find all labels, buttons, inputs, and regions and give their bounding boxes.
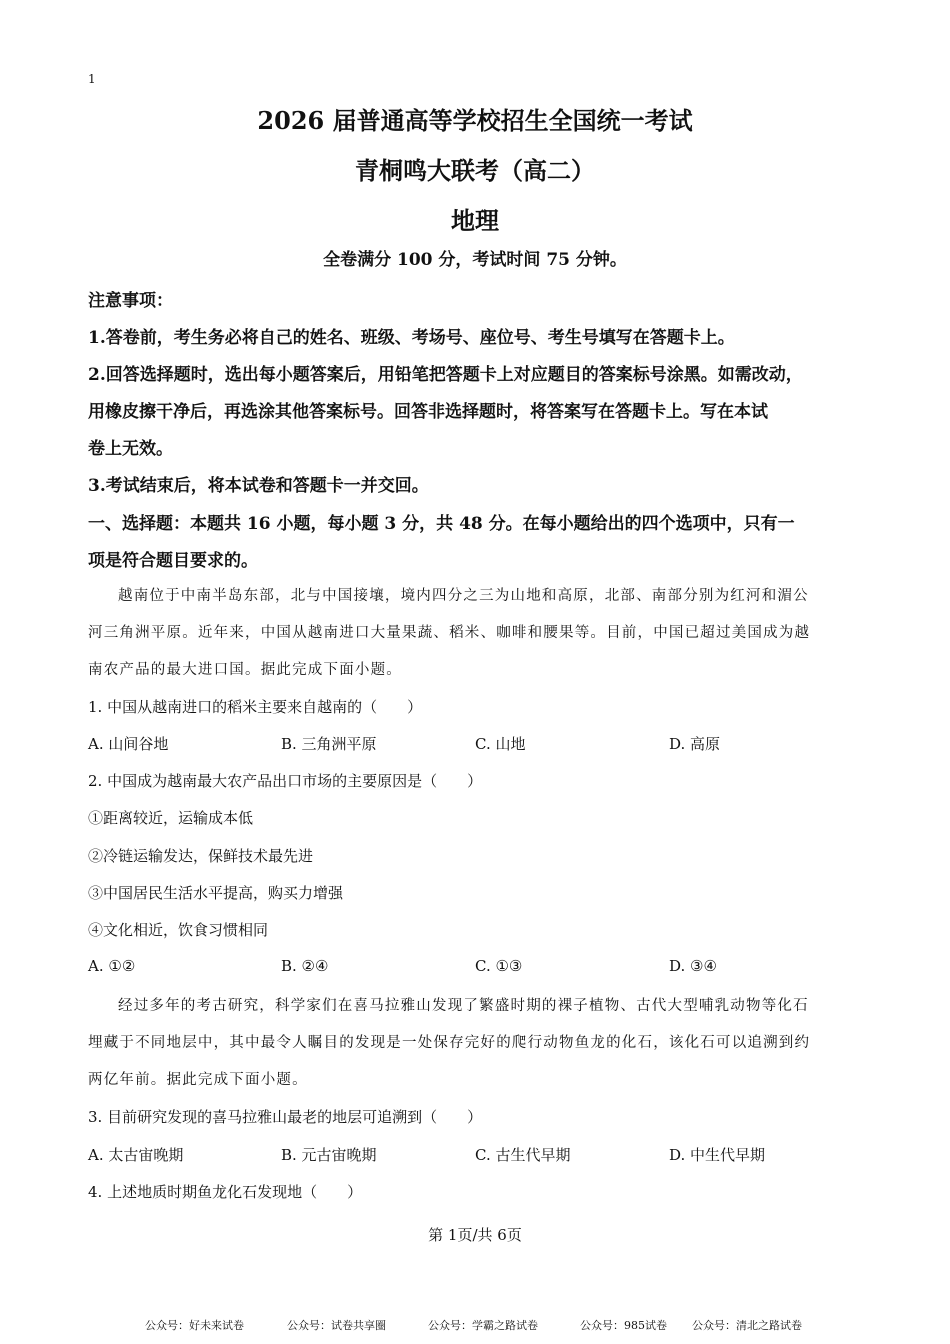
footer-link[interactable]: 公众号：985试卷: [580, 1319, 667, 1332]
page-marker: 1: [88, 72, 96, 86]
passage-1-line-1: 越南位于中南半岛东部，北与中国接壤，境内四分之三为山地和高原，北部、南部分别为红河和湄公: [118, 588, 809, 604]
question-4-stem: 4. 上述地质时期鱼龙化石发现地（ ）: [88, 1183, 363, 1201]
question-3-option-c: C. 古生代早期: [475, 1146, 571, 1164]
passage-1-line-2: 河三角洲平原。近年来，中国从越南进口大量果蔬、稻米、咖啡和腰果等。目前，中国已超过美国成为越: [88, 625, 811, 641]
footer-link[interactable]: 公众号：清北之路试卷: [692, 1319, 802, 1332]
question-2-statement-3: ③中国居民生活水平提高，购买力增强: [88, 884, 344, 902]
question-2-option-a: A. ①②: [88, 957, 136, 975]
subject-title: 地理: [451, 206, 499, 235]
exam-title: 2026 届普通高等学校招生全国统一考试: [257, 106, 693, 135]
question-1-stem: 1. 中国从越南进口的稻米主要来自越南的（ ）: [88, 698, 423, 716]
exam-subtitle: 青桐鸣大联考（高二）: [355, 156, 595, 185]
exam-info: 全卷满分 100 分，考试时间 75 分钟。: [323, 250, 627, 270]
note-item-2-line-1: 2.回答选择题时，选出每小题答案后，用铅笔把答题卡上对应题目的答案标号涂黑。如需改动，: [88, 365, 803, 385]
question-1-option-d: D. 高原: [669, 735, 721, 753]
note-item-2-line-2: 用橡皮擦干净后，再选涂其他答案标号。回答非选择题时，将答案写在答题卡上。写在本试: [88, 402, 768, 422]
question-2-statement-4: ④文化相近，饮食习惯相同: [88, 921, 269, 939]
question-2-statement-1: ①距离较近，运输成本低: [88, 809, 254, 827]
question-2-statement-2: ②冷链运输发达，保鲜技术最先进: [88, 847, 314, 865]
question-1-option-c: C. 山地: [475, 735, 526, 753]
footer-link[interactable]: 公众号：好未来试卷: [145, 1319, 244, 1332]
passage-2-line-2: 埋藏于不同地层中，其中最令人瞩目的发现是一处保存完好的爬行动物鱼龙的化石，该化石可以追溯到约: [88, 1035, 811, 1051]
passage-2-line-1: 经过多年的考古研究，科学家们在喜马拉雅山发现了繁盛时期的裸子植物、古代大型哺乳动物等化石: [118, 998, 809, 1014]
question-3-option-a: A. 太古宙晚期: [88, 1146, 184, 1164]
question-2-option-d: D. ③④: [669, 957, 717, 975]
question-2-stem: 2. 中国成为越南最大农产品出口市场的主要原因是（ ）: [88, 772, 483, 790]
footer-link[interactable]: 公众号：学霸之路试卷: [428, 1319, 538, 1332]
page-footer: 第 1页/共 6页: [428, 1226, 522, 1244]
note-item-1: 1.答卷前，考生务必将自己的姓名、班级、考场号、座位号、考生号填写在答题卡上。: [88, 328, 735, 348]
question-1-option-a: A. 山间谷地: [88, 735, 169, 753]
note-item-2-line-3: 卷上无效。: [88, 439, 173, 459]
question-2-option-b: B. ②④: [281, 957, 329, 975]
notes-heading: 注意事项：: [88, 291, 173, 311]
section-heading-line-1: 一、选择题：本题共 16 小题，每小题 3 分，共 48 分。在每小题给出的四个选项中，只有一: [88, 514, 795, 534]
passage-2-line-3: 两亿年前。据此完成下面小题。: [88, 1072, 308, 1088]
passage-1-line-3: 南农产品的最大进口国。据此完成下面小题。: [88, 662, 402, 678]
question-2-option-c: C. ①③: [475, 957, 523, 975]
question-3-option-b: B. 元古宙晚期: [281, 1146, 377, 1164]
note-item-3: 3.考试结束后，将本试卷和答题卡一并交回。: [88, 476, 429, 496]
question-1-option-b: B. 三角洲平原: [281, 735, 377, 753]
section-heading-line-2: 项是符合题目要求的。: [88, 551, 258, 571]
footer-link[interactable]: 公众号：试卷共享圈: [287, 1319, 386, 1332]
question-3-stem: 3. 目前研究发现的喜马拉雅山最老的地层可追溯到（ ）: [88, 1108, 483, 1126]
question-3-option-d: D. 中生代早期: [669, 1146, 766, 1164]
